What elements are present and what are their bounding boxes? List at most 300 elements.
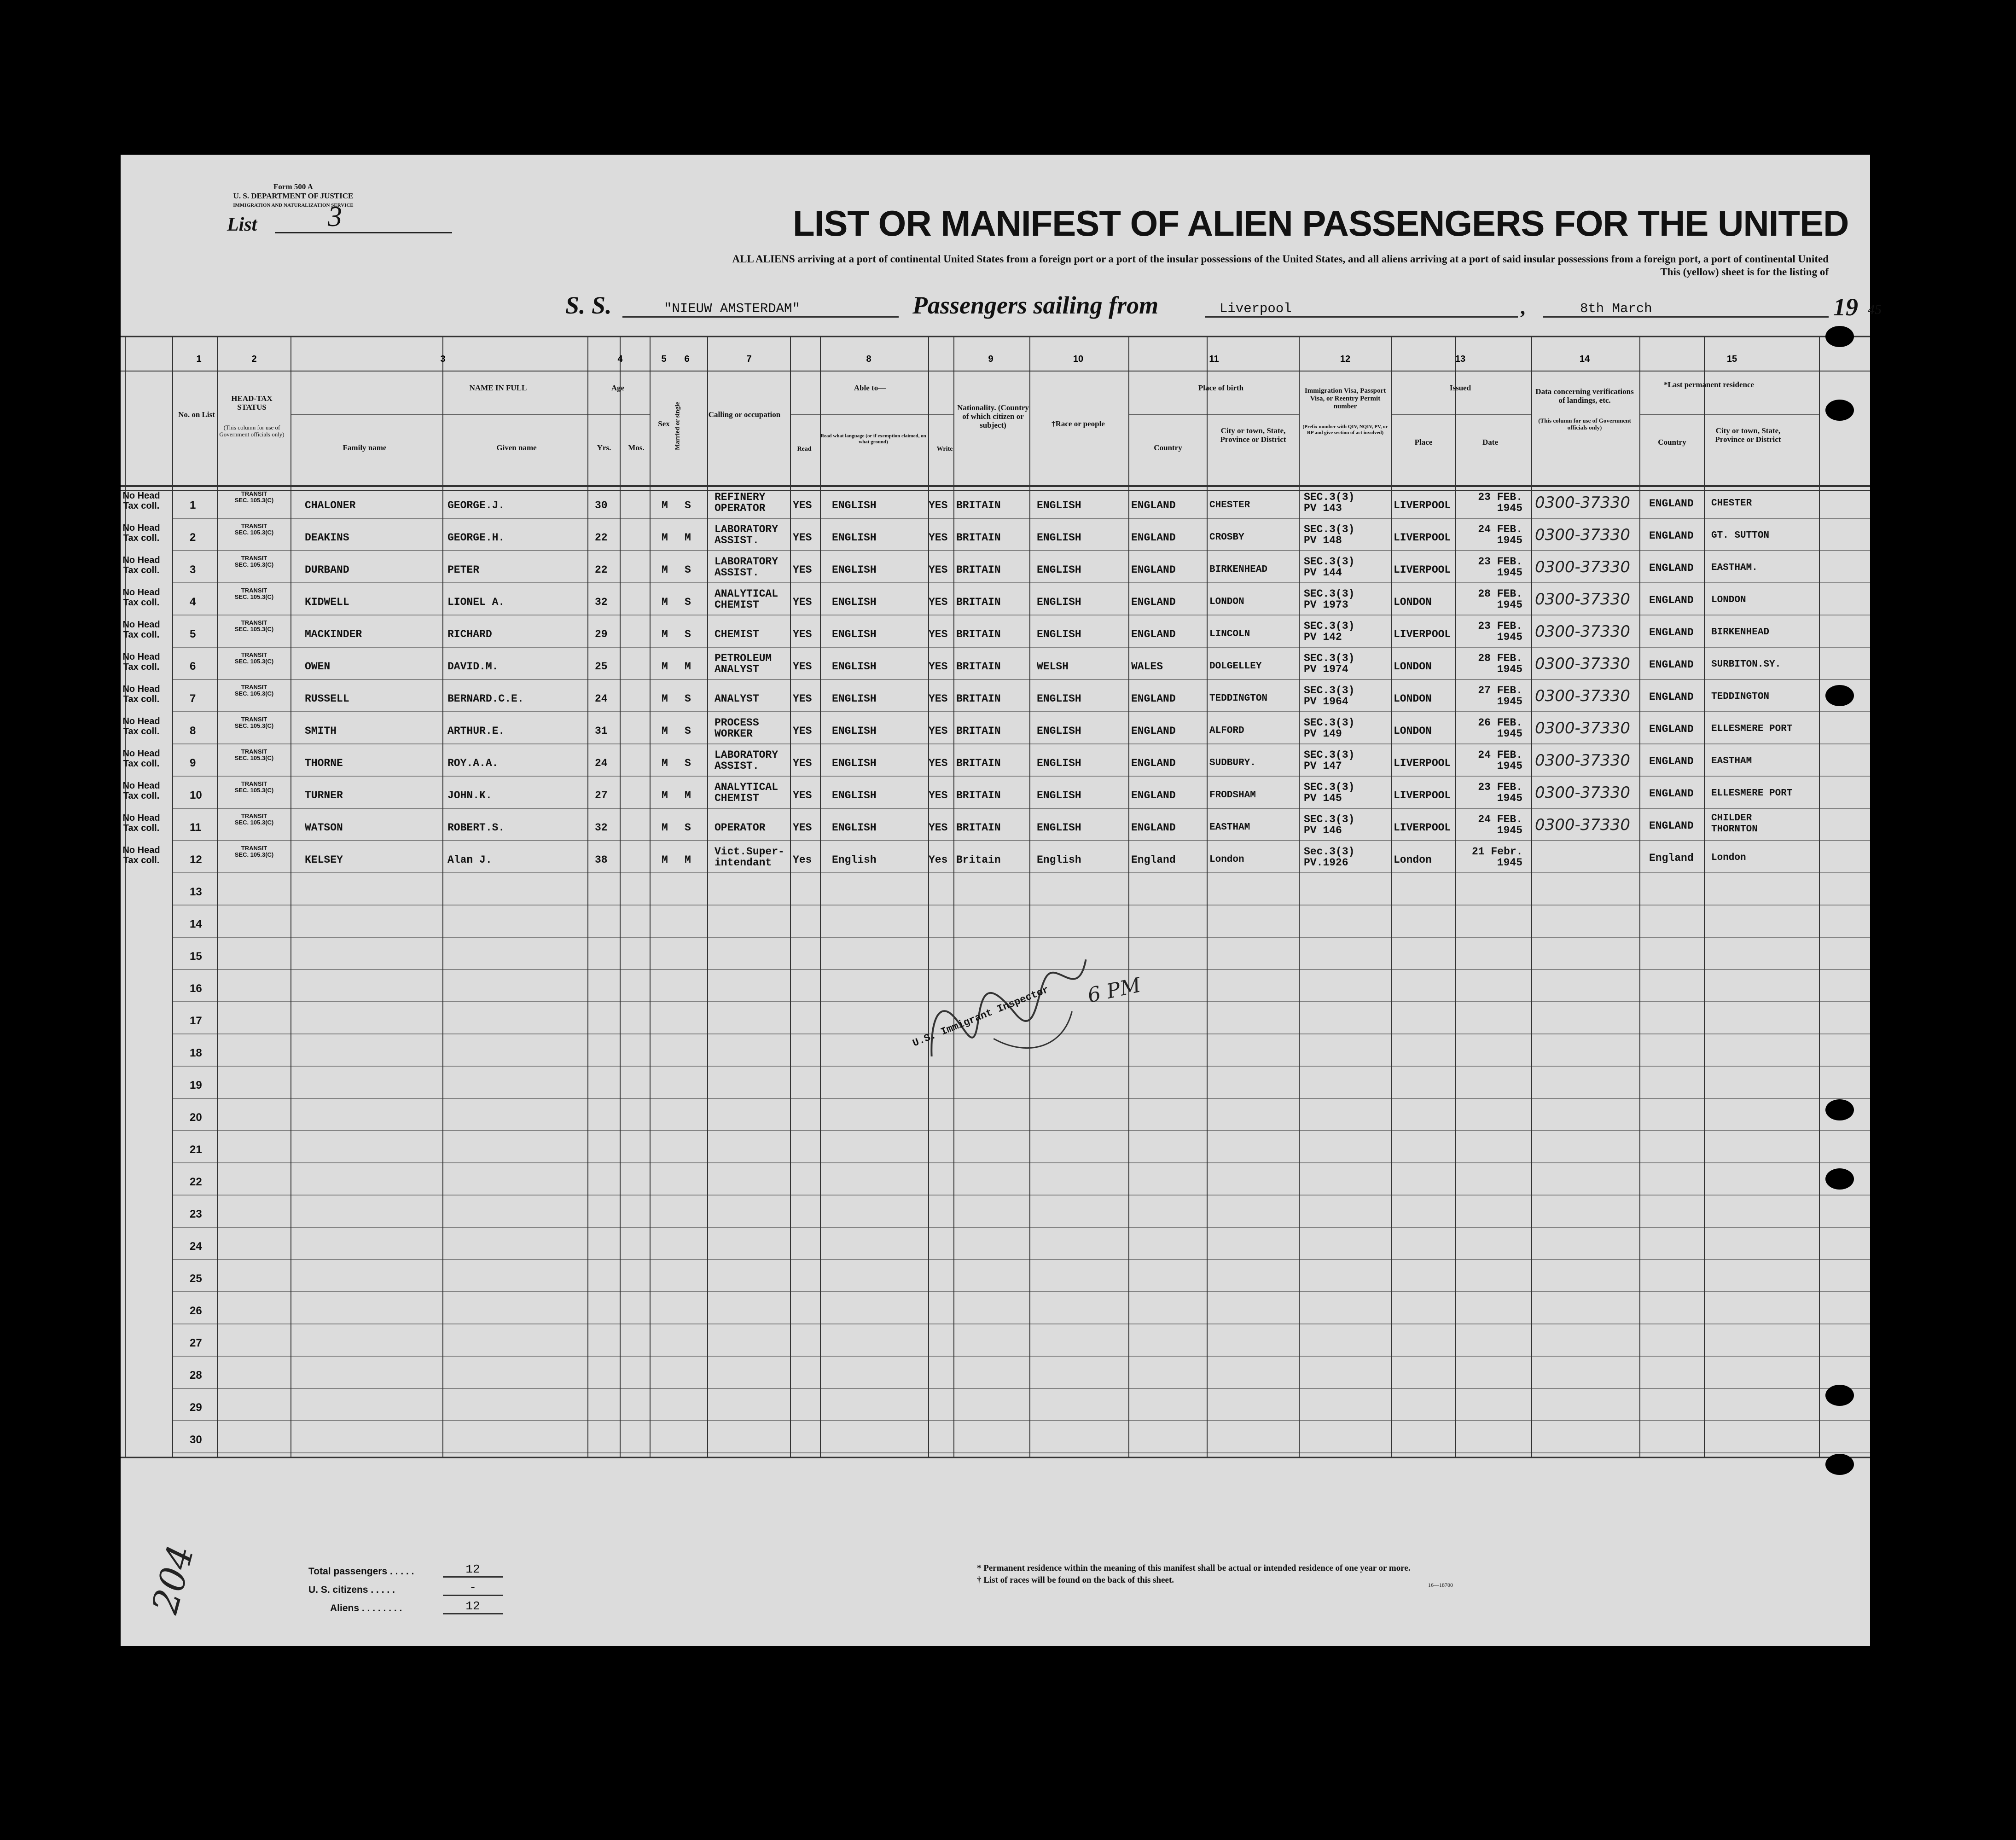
row-number: 14 (190, 918, 202, 930)
punch-hole (1825, 1454, 1854, 1475)
transit-stamp: TRANSIT SEC. 105.3(C) (234, 651, 274, 665)
birth-country: ENGLAND (1131, 789, 1176, 801)
issued-place: LONDON (1394, 725, 1432, 737)
write: YES (929, 822, 948, 834)
column-number: 13 (1455, 354, 1466, 364)
sex: M (662, 693, 668, 705)
age-years: 38 (595, 854, 608, 866)
col-no-on-list: No. on List (178, 410, 215, 419)
age-years: 24 (595, 757, 608, 769)
row-number: 23 (190, 1208, 202, 1220)
head-tax-note: No Head Tax coll. (122, 620, 160, 640)
residence-city: TEDDINGTON (1711, 691, 1770, 702)
nationality: BRITAIN (956, 499, 1001, 511)
issued-place: London (1394, 854, 1432, 866)
col-place-of-birth: Place of birth (1198, 383, 1244, 392)
col-visa-note: (Prefix number with QIV, NQIV, PV, or RP and give section of act involved) (1302, 424, 1388, 435)
age-years: 32 (595, 822, 608, 834)
nationality: BRITAIN (956, 757, 1001, 769)
age-years: 22 (595, 532, 608, 544)
birth-city: CROSBY (1209, 532, 1244, 543)
occupation: LABORATORY ASSIST. (715, 556, 779, 579)
read: YES (793, 499, 812, 511)
row-number: 16 (190, 982, 202, 995)
birth-country: WALES (1131, 661, 1163, 673)
visa-number: SEC.3(3) PV 143 (1304, 491, 1355, 514)
race: English (1037, 854, 1081, 866)
given-name: ROBERT.S. (447, 822, 505, 834)
head-tax-note: No Head Tax coll. (122, 845, 160, 865)
visa-number: SEC.3(3) PV 1973 (1304, 588, 1355, 611)
department-name: U. S. DEPARTMENT OF JUSTICE (233, 192, 354, 200)
birth-city: DOLGELLEY (1209, 661, 1262, 672)
col-married: Married or single (674, 402, 681, 450)
occupation: LABORATORY ASSIST. (715, 749, 779, 772)
table-row (121, 491, 1870, 523)
print-code: 16—18700 (1428, 1582, 1453, 1588)
marital-status: S (685, 596, 691, 608)
race: ENGLISH (1037, 499, 1081, 511)
row-number: 15 (190, 950, 202, 963)
birth-country: ENGLAND (1131, 596, 1176, 608)
ship-name: "NIEUW AMSTERDAM" (622, 301, 899, 318)
row-number: 29 (190, 1401, 202, 1414)
col-nationality: Nationality. (Country of which citizen or subject) (957, 403, 1029, 430)
read: Yes (793, 854, 812, 866)
total-passengers-label: Total passengers . . . . . (308, 1566, 414, 1577)
visa-number: SEC.3(3) PV 145 (1304, 781, 1355, 804)
birth-country: ENGLAND (1131, 532, 1176, 544)
visa-number: SEC.3(3) PV 148 (1304, 523, 1355, 546)
given-name: LIONEL A. (447, 596, 505, 608)
residence-country: ENGLAND (1649, 627, 1694, 638)
nationality: BRITAIN (956, 532, 1001, 544)
issued-date: 23 FEB. 1945 (1478, 491, 1522, 514)
family-name: CHALONER (305, 499, 356, 511)
race: WELSH (1037, 661, 1069, 673)
table-row (121, 620, 1870, 652)
transit-stamp: TRANSIT SEC. 105.3(C) (234, 780, 274, 794)
row-number: 9 (190, 757, 196, 769)
year-suffix: 45 (1868, 302, 1882, 317)
birth-city: CHESTER (1209, 500, 1250, 511)
marital-status: S (685, 628, 691, 640)
issued-date: 23 FEB. 1945 (1478, 781, 1522, 804)
occupation: ANALYTICAL CHEMIST (715, 588, 779, 611)
age-years: 27 (595, 789, 608, 801)
inspector-stamp: U.S. Immigrant Inspector (911, 984, 1051, 1050)
col-last-residence: *Last permanent residence (1663, 380, 1755, 389)
given-name: GEORGE.H. (447, 532, 505, 544)
birth-country: ENGLAND (1131, 757, 1176, 769)
family-name: OWEN (305, 661, 331, 673)
given-name: BERNARD.C.E. (447, 693, 524, 705)
race: ENGLISH (1037, 628, 1081, 640)
family-name: MACKINDER (305, 628, 362, 640)
list-label: List (227, 214, 257, 235)
verification-number: 0300-37330 (1535, 590, 1630, 609)
head-tax-note: No Head Tax coll. (122, 555, 160, 575)
residence-country: ENGLAND (1649, 820, 1694, 832)
read: YES (793, 725, 812, 737)
given-name: Alan J. (447, 854, 492, 866)
sex: M (662, 854, 668, 866)
verification-number: 0300-37330 (1535, 784, 1630, 802)
row-number: 2 (190, 531, 196, 544)
transit-stamp: TRANSIT SEC. 105.3(C) (234, 555, 274, 568)
residence-country: ENGLAND (1649, 788, 1694, 800)
head-tax-note: No Head Tax coll. (122, 684, 160, 704)
nationality: BRITAIN (956, 822, 1001, 834)
column-number: 4 (617, 354, 623, 364)
col-able-to: Able to— (854, 383, 886, 392)
read-language: ENGLISH (832, 822, 877, 834)
read: YES (793, 596, 812, 608)
col-issued-place: Place (1414, 438, 1433, 447)
residence-city: SURBITON.SY. (1711, 659, 1781, 670)
head-tax-note: No Head Tax coll. (122, 749, 160, 769)
issued-date: 23 FEB. 1945 (1478, 556, 1522, 579)
punch-hole (1825, 1385, 1854, 1406)
column-number: 15 (1726, 354, 1737, 364)
form-header (215, 182, 372, 210)
col-age-mos: Mos. (628, 443, 645, 452)
issued-place: LIVERPOOL (1394, 628, 1451, 640)
service-name: IMMIGRATION AND NATURALIZATION SERVICE (233, 203, 354, 208)
sailing-label: Passengers sailing from (912, 291, 1159, 319)
row-number: 28 (190, 1369, 202, 1381)
occupation: LABORATORY ASSIST. (715, 523, 779, 546)
total-passengers-value: 12 (443, 1562, 503, 1578)
read-language: ENGLISH (832, 628, 877, 640)
verification-number: 0300-37330 (1535, 622, 1630, 641)
race: ENGLISH (1037, 693, 1081, 705)
residence-city: London (1711, 853, 1746, 863)
marital-status: S (685, 822, 691, 834)
age-years: 32 (595, 596, 608, 608)
sex: M (662, 789, 668, 801)
row-number: 5 (190, 628, 196, 640)
residence-city: EASTHAM. (1711, 563, 1758, 573)
sex: M (662, 822, 668, 834)
read-language: ENGLISH (832, 757, 877, 769)
column-number: 9 (988, 354, 993, 364)
row-number: 22 (190, 1176, 202, 1188)
given-name: RICHARD (447, 628, 492, 640)
row-number: 24 (190, 1240, 202, 1253)
row-number: 13 (190, 886, 202, 898)
row-number: 25 (190, 1272, 202, 1285)
issued-place: LONDON (1394, 596, 1432, 608)
column-number: 14 (1579, 354, 1590, 364)
punch-hole (1825, 1168, 1854, 1190)
age-years: 22 (595, 564, 608, 576)
col-given-name: Given name (496, 443, 537, 452)
verification-number: 0300-37330 (1535, 655, 1630, 673)
row-number: 18 (190, 1047, 202, 1059)
family-name: TURNER (305, 789, 343, 801)
port-of-departure: Liverpool (1205, 301, 1518, 318)
column-number: 5 (661, 354, 667, 364)
intro-text: ALL ALIENS arriving at a port of continental United States from a foreign port or a port of the insular possessions of the United States, and all aliens arriving at a port of said insular possessions from a foreign port, a port of continental United (732, 253, 1829, 265)
col-read-language: Read what language (or if exemption claimed, on what ground) (820, 433, 926, 445)
issued-date: 24 FEB. 1945 (1478, 523, 1522, 546)
nationality: BRITAIN (956, 596, 1001, 608)
write: YES (929, 789, 948, 801)
family-name: KELSEY (305, 854, 343, 866)
sex: M (662, 628, 668, 640)
verification-number: 0300-37330 (1535, 687, 1630, 705)
col-verifications: Data concerning verifications of landings, etc. (1535, 387, 1634, 405)
read: YES (793, 564, 812, 576)
row-number: 11 (190, 821, 202, 834)
row-number: 30 (190, 1434, 202, 1446)
col-birth-city: City or town, State, Province or District (1220, 426, 1286, 444)
year-prefix: 19 (1833, 293, 1858, 321)
verification-number: 0300-37330 (1535, 719, 1630, 737)
col-age-yrs: Yrs. (597, 443, 611, 452)
table-row (121, 813, 1870, 845)
sex: M (662, 661, 668, 673)
read-language: ENGLISH (832, 725, 877, 737)
residence-city: GT. SUTTON (1711, 530, 1770, 541)
read: YES (793, 532, 812, 544)
table-row (121, 781, 1870, 813)
row-number: 10 (190, 789, 202, 801)
occupation: REFINERY OPERATOR (715, 491, 766, 514)
write: YES (929, 499, 948, 511)
visa-number: SEC.3(3) PV 146 (1304, 813, 1355, 836)
manifest-grid (121, 155, 1870, 1646)
sex: M (662, 725, 668, 737)
issued-place: LIVERPOOL (1394, 532, 1451, 544)
list-number: 3 (328, 201, 342, 232)
age-years: 31 (595, 725, 608, 737)
aliens-value: 12 (443, 1599, 503, 1614)
marital-status: S (685, 725, 691, 737)
transit-stamp: TRANSIT SEC. 105.3(C) (234, 845, 274, 858)
col-read: Read (797, 446, 812, 453)
birth-city: ALFORD (1209, 726, 1244, 736)
given-name: PETER (447, 564, 480, 576)
nationality: BRITAIN (956, 564, 1001, 576)
issued-place: LIVERPOOL (1394, 789, 1451, 801)
sailing-date: 8th March (1543, 301, 1829, 318)
nationality: BRITAIN (956, 789, 1001, 801)
residence-country: ENGLAND (1649, 691, 1694, 703)
table-row (121, 716, 1870, 749)
verification-number: 0300-37330 (1535, 526, 1630, 544)
residence-country: England (1649, 852, 1694, 864)
race: ENGLISH (1037, 725, 1081, 737)
intro-text-2: This (yellow) sheet is for the listing of (1660, 266, 1829, 278)
visa-number: SEC.3(3) PV 149 (1304, 717, 1355, 740)
col-name-in-full: NAME IN FULL (469, 383, 527, 392)
aliens-label: Aliens . . . . . . . . (330, 1603, 402, 1614)
nationality: BRITAIN (956, 628, 1001, 640)
family-name: THORNE (305, 757, 343, 769)
issued-place: LIVERPOOL (1394, 499, 1451, 511)
page-title: LIST OR MANIFEST OF ALIEN PASSENGERS FOR THE UNITED (793, 203, 1849, 244)
col-race: †Race or people (1052, 419, 1105, 428)
row-number: 3 (190, 563, 196, 576)
col-write: Write (936, 446, 953, 453)
marital-status: S (685, 499, 691, 511)
given-name: ARTHUR.E. (447, 725, 505, 737)
footnote-residence: * Permanent residence within the meaning of this manifest shall be actual or intended residence of one year or more. (977, 1563, 1411, 1573)
given-name: ROY.A.A. (447, 757, 499, 769)
read-language: English (832, 854, 877, 866)
birth-country: ENGLAND (1131, 693, 1176, 705)
issued-date: 24 FEB. 1945 (1478, 749, 1522, 772)
residence-country: ENGLAND (1649, 594, 1694, 606)
issued-date: 28 FEB. 1945 (1478, 652, 1522, 675)
transit-stamp: TRANSIT SEC. 105.3(C) (234, 813, 274, 826)
col-occupation: Calling or occupation (708, 410, 781, 419)
issued-place: LIVERPOOL (1394, 564, 1451, 576)
marital-status: S (685, 693, 691, 705)
family-name: SMITH (305, 725, 337, 737)
column-number: 12 (1340, 354, 1351, 364)
marital-status: M (685, 854, 691, 866)
occupation: Vict.Super- intendant (715, 846, 784, 869)
issued-place: LIVERPOOL (1394, 822, 1451, 834)
us-citizens-value: - (443, 1581, 503, 1596)
issued-date: 23 FEB. 1945 (1478, 620, 1522, 643)
occupation: OPERATOR (715, 822, 766, 834)
transit-stamp: TRANSIT SEC. 105.3(C) (234, 587, 274, 600)
occupation: ANALYTICAL CHEMIST (715, 781, 779, 804)
residence-country: ENGLAND (1649, 659, 1694, 671)
transit-stamp: TRANSIT SEC. 105.3(C) (234, 684, 274, 697)
age-years: 29 (595, 628, 608, 640)
write: YES (929, 628, 948, 640)
write: YES (929, 596, 948, 608)
nationality: BRITAIN (956, 661, 1001, 673)
marital-status: M (685, 789, 691, 801)
column-number: 7 (746, 354, 752, 364)
given-name: DAVID.M. (447, 661, 499, 673)
residence-city: ELLESMERE PORT (1711, 788, 1793, 799)
write: Yes (929, 854, 948, 866)
race: ENGLISH (1037, 564, 1081, 576)
read: YES (793, 757, 812, 769)
residence-country: ENGLAND (1649, 723, 1694, 735)
head-tax-note: No Head Tax coll. (122, 491, 160, 511)
col-visa: Immigration Visa, Passport Visa, or Reentry Permit number (1304, 387, 1386, 410)
write: YES (929, 725, 948, 737)
col-sex: Sex (658, 419, 670, 428)
read: YES (793, 822, 812, 834)
table-row (121, 652, 1870, 684)
head-tax-note: No Head Tax coll. (122, 652, 160, 672)
birth-city: BIRKENHEAD (1209, 564, 1268, 575)
table-row (121, 523, 1870, 555)
transit-stamp: TRANSIT SEC. 105.3(C) (234, 716, 274, 729)
age-years: 25 (595, 661, 608, 673)
read-language: ENGLISH (832, 564, 877, 576)
issued-date: 21 Febr. 1945 (1472, 846, 1523, 869)
col-family-name: Family name (343, 443, 387, 452)
punch-hole (1825, 685, 1854, 706)
read: YES (793, 693, 812, 705)
col-verifications-note: (This column for use of Government officials only) (1538, 417, 1631, 431)
footnote-races: † List of races will be found on the back of this sheet. (977, 1575, 1174, 1585)
birth-city: FRODSHAM (1209, 790, 1256, 801)
issued-date: 27 FEB. 1945 (1478, 685, 1522, 708)
visa-number: Sec.3(3) PV.1926 (1304, 846, 1355, 869)
head-tax-note: No Head Tax coll. (122, 813, 160, 833)
col-age: Age (611, 383, 625, 392)
race: ENGLISH (1037, 532, 1081, 544)
marital-status: M (685, 532, 691, 544)
table-row (121, 845, 1870, 877)
family-name: KIDWELL (305, 596, 349, 608)
visa-number: SEC.3(3) PV 147 (1304, 749, 1355, 772)
read: YES (793, 789, 812, 801)
issued-date: 26 FEB. 1945 (1478, 717, 1522, 740)
residence-city: EASTHAM (1711, 756, 1752, 766)
visa-number: SEC.3(3) PV 1964 (1304, 685, 1355, 708)
head-tax-note: No Head Tax coll. (122, 716, 160, 737)
issued-place: LIVERPOOL (1394, 757, 1451, 769)
nationality: Britain (956, 854, 1001, 866)
row-number: 17 (190, 1015, 202, 1027)
read-language: ENGLISH (832, 532, 877, 544)
birth-country: England (1131, 854, 1176, 866)
row-number: 1 (190, 499, 196, 511)
manifest-sheet (121, 155, 1882, 1646)
transit-stamp: TRANSIT SEC. 105.3(C) (234, 748, 274, 761)
given-name: JOHN.K. (447, 789, 492, 801)
col-residence-country: Country (1658, 438, 1686, 447)
residence-country: ENGLAND (1649, 498, 1694, 510)
us-citizens-label: U. S. citizens . . . . . (308, 1585, 395, 1595)
birth-country: ENGLAND (1131, 822, 1176, 834)
column-number: 3 (440, 354, 446, 364)
race: ENGLISH (1037, 822, 1081, 834)
transit-stamp: TRANSIT SEC. 105.3(C) (234, 619, 274, 633)
family-name: WATSON (305, 822, 343, 834)
row-number: 27 (190, 1337, 202, 1349)
col-birth-country: Country (1154, 443, 1182, 452)
visa-number: SEC.3(3) PV 144 (1304, 556, 1355, 579)
ss-label: S. S. (565, 291, 612, 319)
column-number: 1 (196, 354, 202, 364)
comma: , (1520, 296, 1525, 319)
sex: M (662, 499, 668, 511)
read: YES (793, 628, 812, 640)
family-name: RUSSELL (305, 693, 349, 705)
read-language: ENGLISH (832, 789, 877, 801)
birth-country: ENGLAND (1131, 725, 1176, 737)
given-name: GEORGE.J. (447, 499, 505, 511)
marital-status: S (685, 564, 691, 576)
row-number: 8 (190, 725, 196, 737)
birth-country: ENGLAND (1131, 564, 1176, 576)
read-language: ENGLISH (832, 499, 877, 511)
column-number: 10 (1073, 354, 1084, 364)
table-row (121, 555, 1870, 587)
head-tax-note: No Head Tax coll. (122, 523, 160, 543)
birth-city: EASTHAM (1209, 822, 1250, 833)
col-residence-city: City or town, State, Province or District (1715, 426, 1781, 444)
read: YES (793, 661, 812, 673)
punch-hole (1825, 400, 1854, 421)
sex: M (662, 564, 668, 576)
write: YES (929, 693, 948, 705)
row-number: 20 (190, 1111, 202, 1124)
